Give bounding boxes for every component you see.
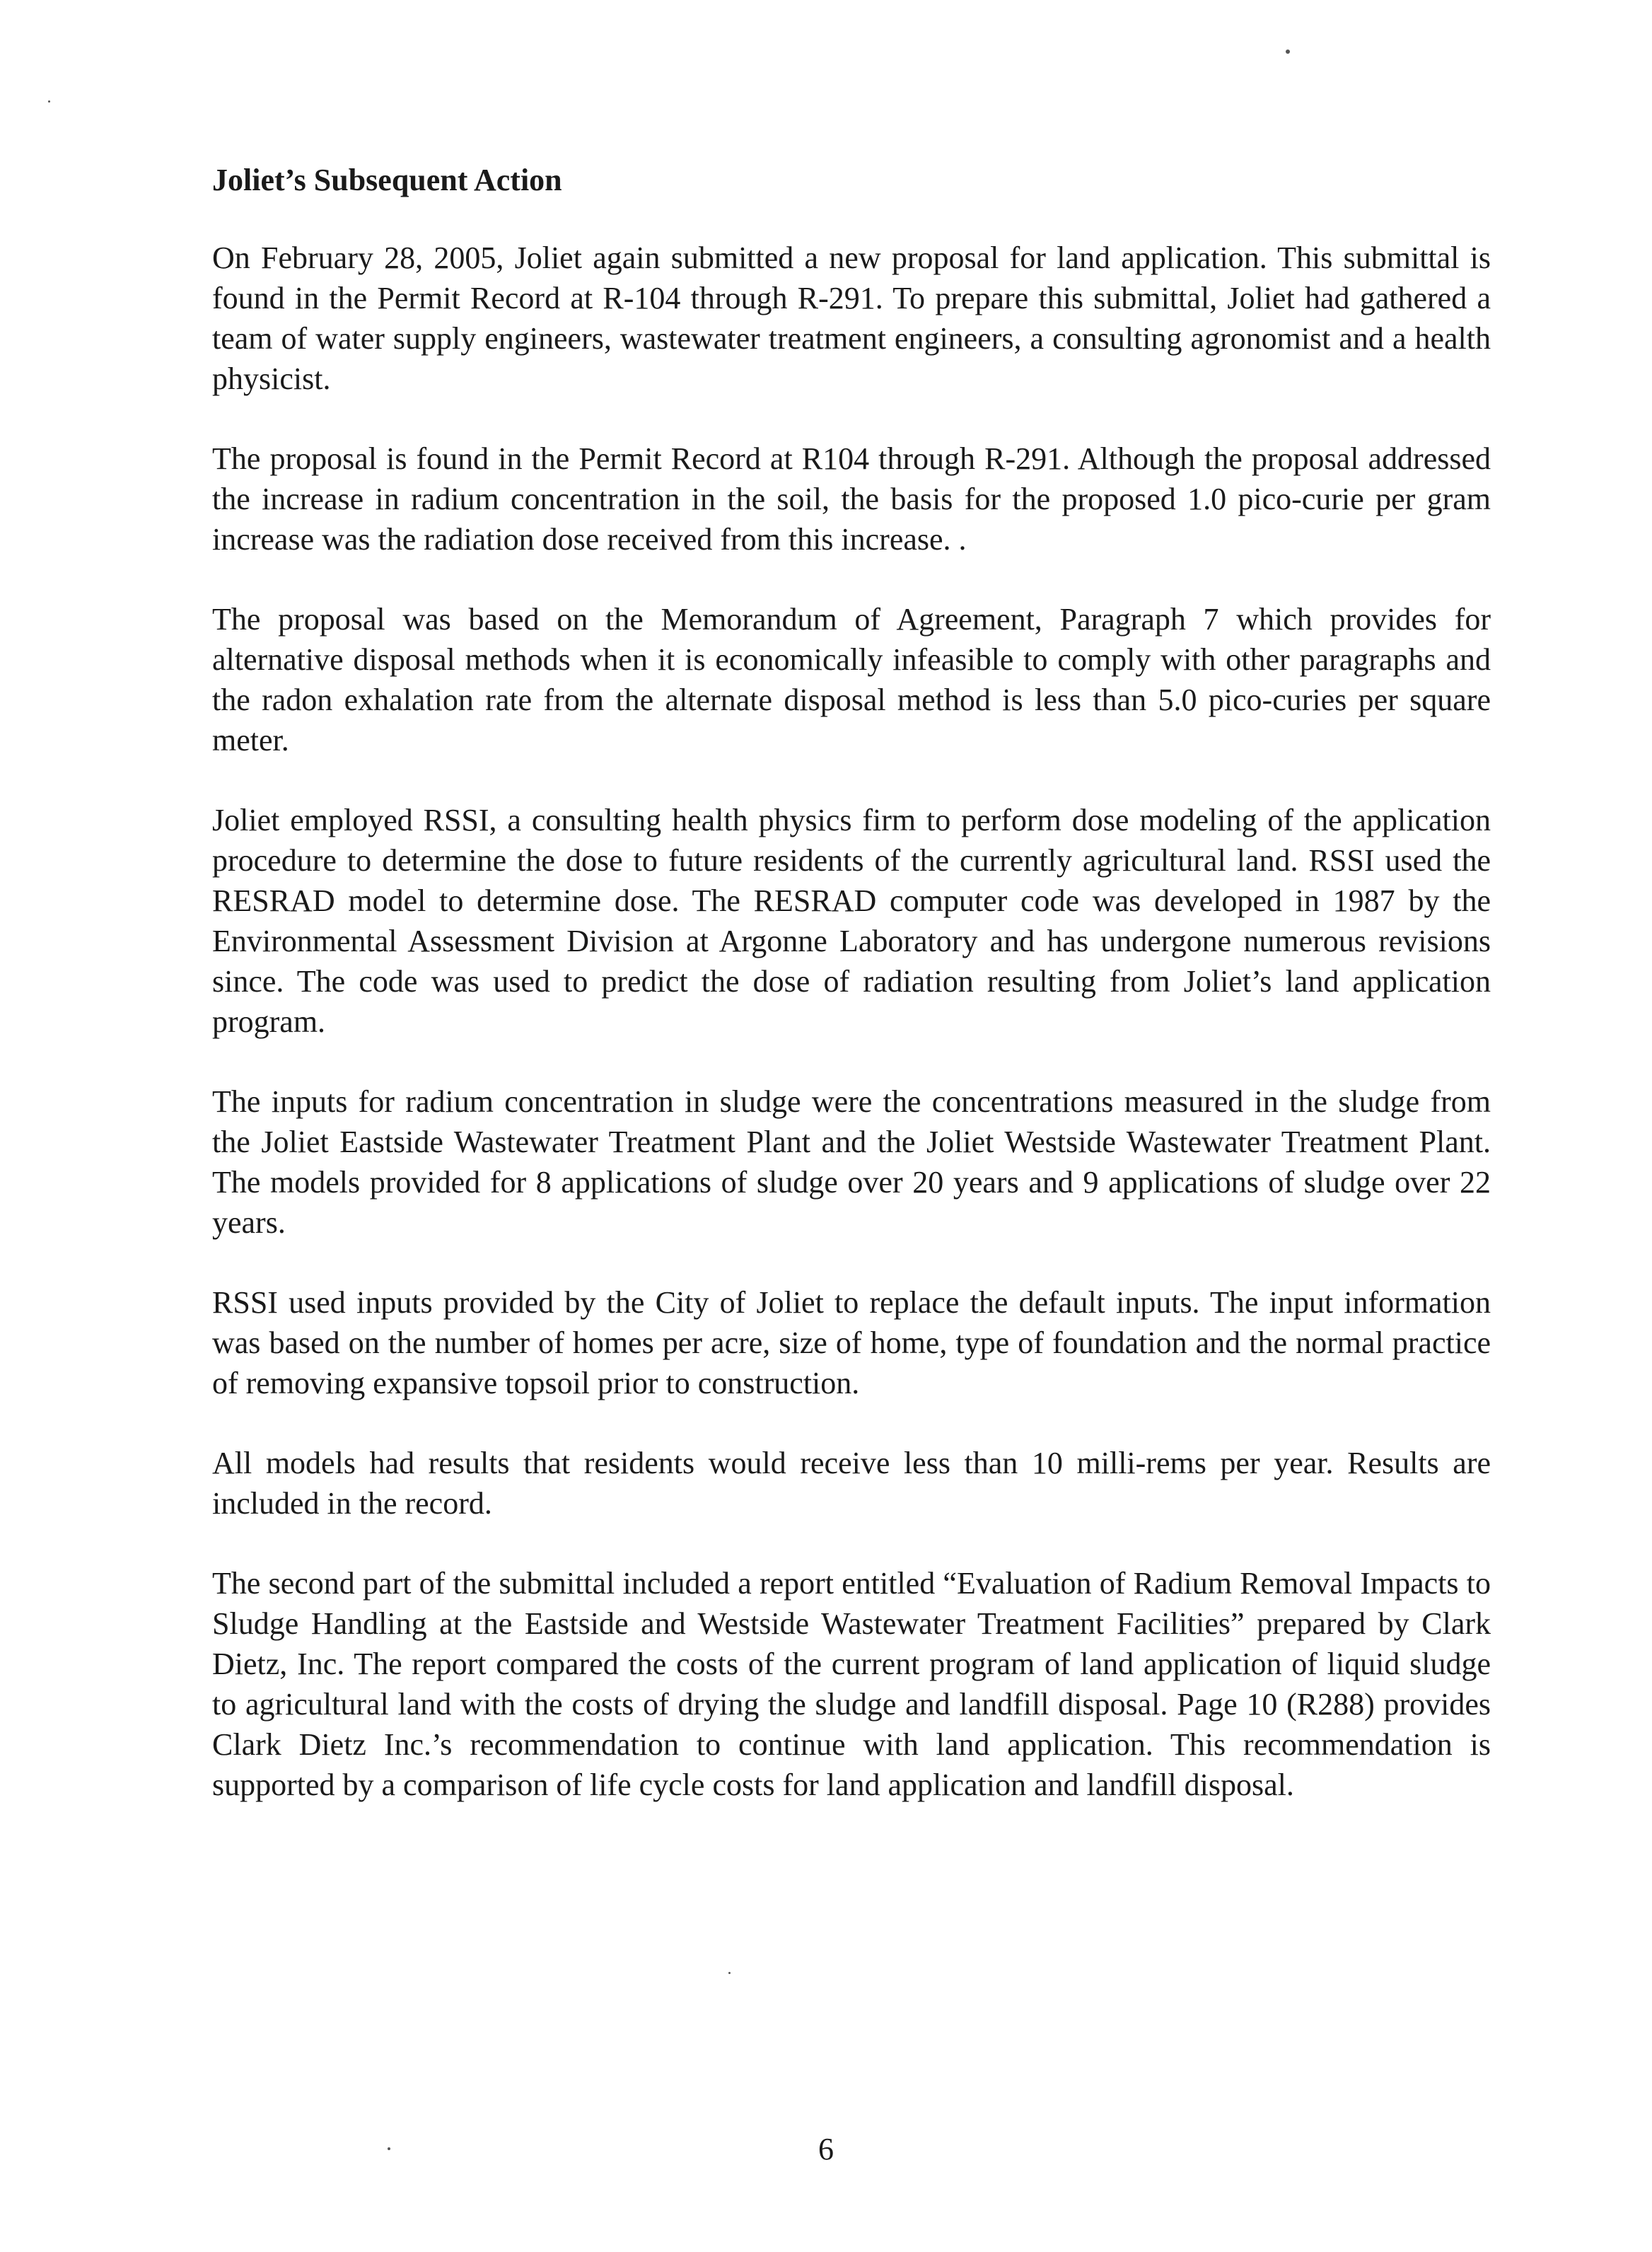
paragraph: The proposal was based on the Memorandum of Agreement, Paragraph 7 which provides for alternative disposal methods when it is economically infeasible to comply with other paragraphs and the radon exhalation rate from the alternate disposal method is less than 5.0 pico-curies per square meter. — [212, 602, 1491, 758]
paragraph: RSSI used inputs provided by the City of Joliet to replace the default inputs. The input information was based on the number of homes per acre, size of home, type of foundation and the normal practice of removing expansive topsoil prior to construction. — [212, 1285, 1491, 1400]
document-body — [212, 160, 1491, 1845]
paragraph: All models had results that residents would receive less than 10 milli-rems per year. Results are included in the record. — [212, 1446, 1491, 1521]
paragraph: Joliet employed RSSI, a consulting health physics firm to perform dose modeling of the application procedure to determine the dose to future residents of the currently agricultural land. RSSI used the RESRAD model to determine dose. The RESRAD computer code was developed in 1987 by the Environmental Assessment Division at Argonne Laboratory and has undergone numerous revisions since. The code was used to predict the dose of radiation resulting from Joliet’s land application program. — [212, 803, 1491, 1039]
scan-speck — [728, 1972, 731, 1974]
scan-speck — [48, 100, 50, 103]
paragraph: The inputs for radium concentration in sludge were the concentrations measured in the sludge from the Joliet Eastside Wastewater Treatment Plant and the Joliet Westside Wastewater Treatment Plant. The models provided for 8 applications of sludge over 20 years and 9 applications of sludge over 22 years. — [212, 1084, 1491, 1240]
paragraph: On February 28, 2005, Joliet again submitted a new proposal for land application. This submittal is found in the Permit Record at R-104 through R-291. To prepare this submittal, Joliet had gathered a team of water supply engineers, wastewater treatment engineers, a consulting agronomist and a health physicist. — [212, 240, 1491, 396]
page-number: 6 — [818, 2132, 834, 2166]
paragraph: The second part of the submittal included a report entitled “Evaluation of Radium Removal Impacts to Sludge Handling at the Eastside and Westside Wastewater Treatment Facilities” prepared by Clark Dietz, Inc. The report compared the costs of the current program of land application of liquid sludge to agricultural land with the costs of drying the sludge and landfill disposal. Page 10 (R288) provides Clark Dietz Inc.’s recommendation to continue with land application. This recommendation is supported by a comparison of life cycle costs for land application and landfill disposal. — [212, 1566, 1491, 1802]
paragraph: The proposal is found in the Permit Record at R104 through R-291. Although the proposal addressed the increase in radium concentration in the soil, the basis for the proposed 1.0 pico-curie per gram increase was the radiation dose received from this increase. . — [212, 441, 1491, 557]
section-heading: Joliet’s Subsequent Action — [212, 163, 562, 197]
scan-speck — [1286, 50, 1290, 54]
